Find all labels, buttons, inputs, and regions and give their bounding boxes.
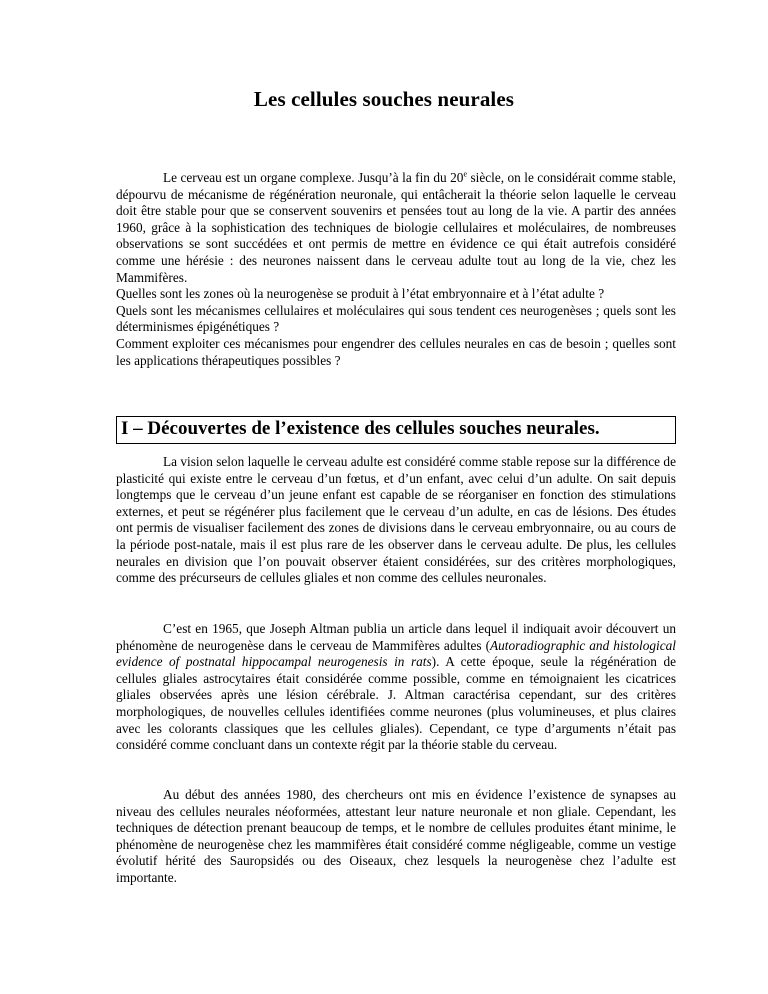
paragraph-text: Au début des années 1980, des chercheurs ont mis en évidence l’existence de synapses au niveau des cellules neurales néoformées, attestant leur nature neuronale et non gliale. Cependant, les techniques de détection prenant beaucoup de temps, et le nombre de cellules produites étant minime, le phénomène de neurogenèse chez les mammifères était considéré comme négligeable, comme un vestige évolutif hérité des Sauropsidés ou des Oiseaux, chez lesquels la neurogenèse chez l’adulte est importante. <box>116 787 676 885</box>
intro-question-2: Quels sont les mécanismes cellulaires et moléculaires qui sous tendent ces neurogenèses ; quels sont les déterminismes épigénétiques ? <box>116 302 676 335</box>
paragraph-text-end: ). A cette époque, seule la régénération de cellules gliales astrocytaires était considérée comme possible, comme en témoignaient les cicatrices gliales observées après une lésion cérébrale. J. Altman caractérisa cependant, sur des critères morphologiques, de nouvelles cellules identifiées comme neurones (plus volumineuses, et plus claires avec les colorants classiques que les cellules gliales). Cependant, ce type d’arguments n’était pas considéré comme concluant dans un contexte régit par la théorie stable du cerveau. <box>116 654 676 753</box>
paragraph-text-start: C’est en 1965, que Joseph Altman publia un article dans lequel il indiquait avoir découvert un phénomène de neurogenèse dans le cerveau de Mammifères adultes ( <box>116 621 676 653</box>
paragraph-text: La vision selon laquelle le cerveau adulte est considéré comme stable repose sur la différence de plasticité qui existe entre le cerveau d’un fœtus, et d’un enfant, avec celui d’un adulte. On sait depuis longtemps que le cerveau d’un jeune enfant est capable de se réorganiser en fonction des stimulations externes, et peut se régénérer plus facilement que le cerveau d’un adulte, en cas de lésions. Des études ont permis de visualiser facilement des zones de divisions dans le cerveau embryonnaire, ou au cours de la période post-natale, mais il est plus rare de les observer dans le cerveau adulte. De plus, les cellules neurales en division que l’on pouvait observer étaient considérées, sur des critères morphologiques, comme des précurseurs de cellules gliales et non comme des cellules neuronales. <box>116 454 676 586</box>
paragraph-text <box>116 621 676 754</box>
section1-paragraph-2 <box>116 621 676 754</box>
document-title: Les cellules souches neurales <box>253 87 515 111</box>
intro-text-start: Le cerveau est un organe complexe. Jusqu’à la fin du 20 <box>163 170 464 185</box>
intro-question-1: Quelles sont les zones où la neurogenèse se produit à l’état embryonnaire et à l’état adulte ? <box>116 286 605 302</box>
century-superscript: e <box>463 169 468 179</box>
intro-text-end: siècle, on le considérait comme stable, dépourvu de mécanisme de régénération neuronale, qui entâcherait la théorie selon laquelle le cerveau doit être stable pour que se conservent souvenirs et pensées tout au long de la vie. A partir des années 1960, grâce à la sophistication des techniques de biologie cellulaires et moléculaires, de nombreuses observations se sont succédées et ont permis de mettre en évidence ce qui était autrefois considéré comme une hérésie : des neurones naissent dans le cerveau adulte tout au long de la vie, chez les Mammifères. <box>116 170 677 285</box>
intro-question-3: Comment exploiter ces mécanismes pour engendrer des cellules neurales en cas de besoin ; quelles sont les applications thérapeutiques possibles ? <box>116 335 676 368</box>
section1-paragraph-3 <box>116 787 676 887</box>
article-title: Autoradiographic and histological evidence of postnatal hippocampal neurogenesis in rats <box>116 637 676 670</box>
section-heading-box <box>116 416 676 444</box>
section-heading: I – Découvertes de l’existence des cellules souches neurales. <box>121 418 600 439</box>
intro-paragraph <box>116 170 676 286</box>
intro-block <box>116 170 676 369</box>
section1-paragraph-1 <box>116 454 676 587</box>
